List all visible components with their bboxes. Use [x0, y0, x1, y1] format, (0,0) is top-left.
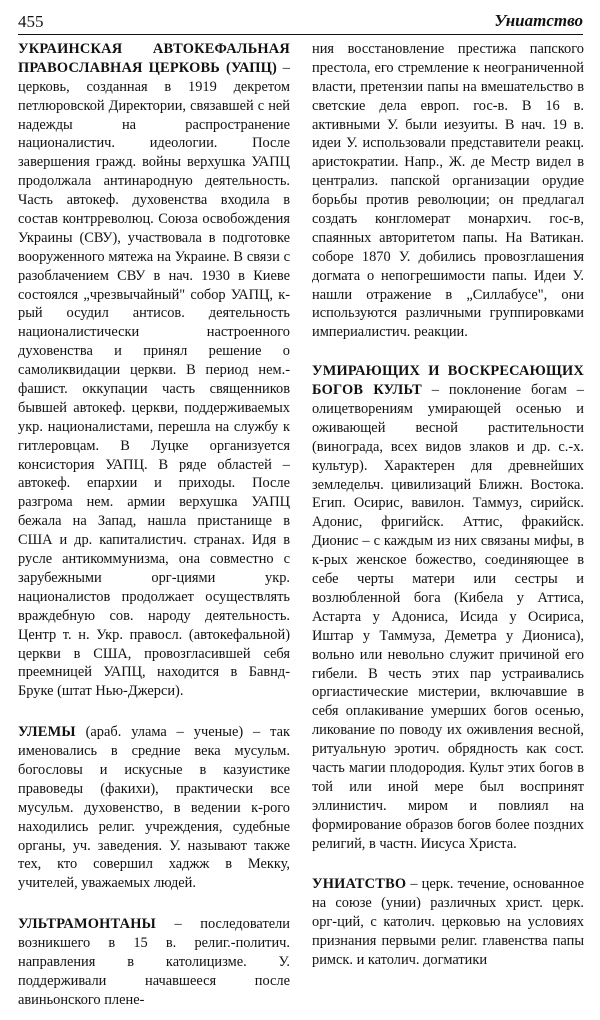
- entry-term: УКРАИНСКАЯ АВТОКЕФАЛЬНАЯ ПРАВОСЛАВНАЯ ЦЕРКОВЬ (УАПЦ): [18, 41, 290, 76]
- entry-term: УЛЬТРАМОНТАНЫ: [18, 916, 156, 933]
- entry-body: (араб. улама – ученые) – так именовались в средние века мусульм. богословы и искусные в казуистике правоведы (факихи), практически все мусульм. духовенство, в ведении к-рого находились религ. учреждения, судебные органы, уч. заведения. У. называют также тех, кто совершил хаджж в Мекку, учителей, уважаемых людей.: [18, 724, 290, 892]
- entry-body: – поклонение богам – олицетворениям умирающей осенью и оживающей весной растительности (винограда, всех видов злаков и др. с.-х. культур). Характерен для древнейших земледельч. цивилизаций Ближн. Востока. Егип. Осирис, вавилон. Таммуз, сирийск. Адонис, фригийск. Аттис, фракийск. Дионис – с каждым из них связаны мифы, в к-рых женское божество, соединяющее в себе черты матери или сестры и возлюбленной бога (Кибела у Аттиса, Астарта у Адониса, Исида у Осириса, Иштар у Таммуза, Деметра у Диониса), вольно или невольно служит причиной его гибели. В честь этих пар устраивались оргиастические мистерии, включавшие в себя оплакивание умерших богов осенью, ликование по поводу их оживления весной, ритуальную эротич. обрядность как сост. часть магии плодородия. Культ этих богов в той или иной мере был воспринят эллинистич. миром и повлиял на формирование образов богов более поздних религий, в частн. Иисуса Христа.: [312, 382, 585, 852]
- entry-body: – церковь, созданная в 1919 декретом петлюровской Директории, связавшей с ней надежды на распространение националистич. идеологии. После завершения гражд. войны верхушка УАПЦ продолжала антинародную деятельность. Часть автокеф. духовенства входила в состав контрреволюц. Союза освобождения Украины (СВУ), участвовала в подготовке вооруженного мятежа на Украине. В связи с разоблачением СВУ в нач. 1930 в Киеве состоялся „чрезвычайный" собор УАПЦ, к-рый осудил антисов. деятельность националистически настроенного духовенства и принял решение о самоликвидации церкви. В период нем.-фашист. оккупации часть священников бывшей автокеф. церкви, поддерживаемых укр. националистами, перешла на службу к гитлеровцам. В Луцке организуется консистория УАПЦ. В ряде областей – автокеф. епархии и приходы. После разгрома нем. армии верхушка УАПЦ бежала на Запад, нашла пристанище в США и др. капиталистич. странах. Идя в русле антикоммунизма, она совместно с зарубежными орг-циями укр. националистов продолжает осуществлять враждебную сов. народу деятельность. Центр т. н. Укр. правосл. (автокефальной) церкви в США, провозгласившей себя преемницей УАПЦ, находится в Бавнд-Бруке (штат Нью-Джерси).: [18, 59, 291, 700]
- entry-body: – последователи возникшего в 15 в. религ.-политич. направления в католицизме. У. поддерживали начавшееся после авиньонского плене-: [18, 916, 290, 1008]
- entry-term: УЛЕМЫ: [18, 724, 76, 741]
- entry-body: – церк. течение, основанное на союзе (унии) различных христ. церк. орг-ций, с католич. церковью на условиях признания первыми религ. главенства папы римск. и католич. догматики: [312, 876, 584, 968]
- entry-term: УМИРАЮЩИХ И ВОСКРЕСАЮЩИХ БОГОВ КУЛЬТ: [312, 363, 584, 399]
- page-number: 455: [18, 12, 44, 31]
- right-column: [312, 40, 584, 970]
- entry-ultramontany: [18, 915, 290, 1009]
- left-column: [18, 40, 290, 1010]
- running-head: Униатство: [494, 11, 583, 30]
- entry-uniatstvo: [312, 875, 584, 969]
- entry-term: УНИАТСТВО: [312, 876, 407, 893]
- entry-ulemy: [18, 723, 290, 893]
- entry-dying-rising-gods-cult: [312, 362, 584, 853]
- entry-uapc: [18, 40, 290, 701]
- page-header: [18, 10, 583, 35]
- entry-continuation: ния восстановление престижа папского престола, его стремление к неограниченной власти, претензии папы на вмешательство в светские дела европ. гос-в. В 16 в. активными У. были иезуиты. В нач. 19 в. идеи У. использовали представители реакц. аристократии. Напр., Ж. де Местр видел в централиз. папской организации орудие борьбы против революции; он предлагал создать конгломерат монархич. гос-в, спаянных авторитетом папы. На Ватикан. соборе 1870 У. добились провозглашения догмата о непогрешимости папы. Идеи У. нашли отражение в „Силлабусе", они используются различными группировками империалистич. реакции.: [312, 41, 584, 341]
